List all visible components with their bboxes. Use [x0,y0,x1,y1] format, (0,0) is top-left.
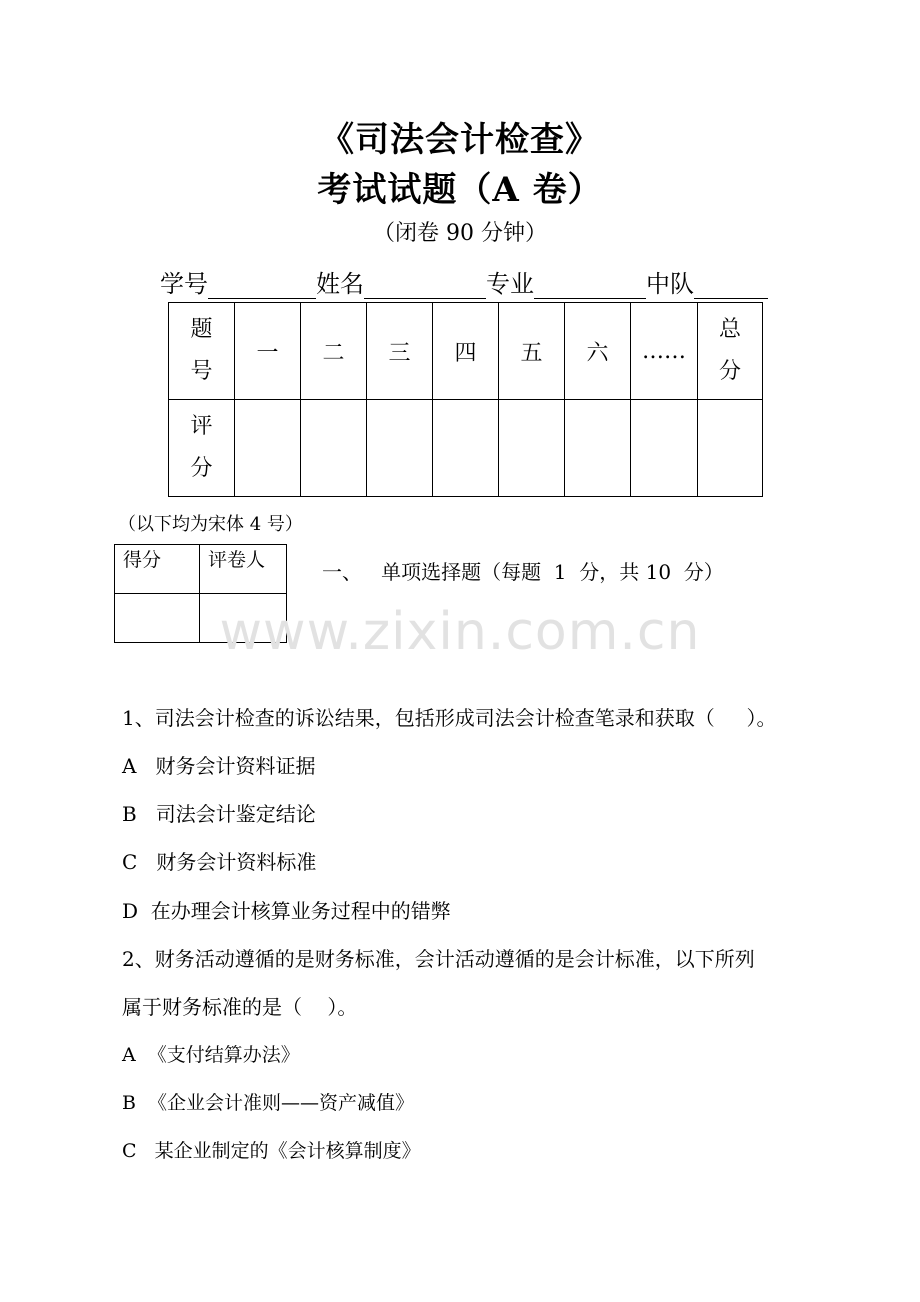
question-2-option-c: C 某企业制定的《会计核算制度》 [122,1140,421,1162]
student-id-blank[interactable] [208,272,316,299]
question-1-option-a: A 财务会计资料证据 [122,754,316,778]
major-blank[interactable] [534,272,646,299]
grade-cell-5[interactable] [499,400,565,497]
squad-blank[interactable] [694,272,768,299]
section-title: 单项选择题（每题 1 分，共 10 分） [381,560,724,584]
student-info-line [160,264,768,299]
grade-cell-more[interactable] [631,400,698,497]
major-label: 专业 [486,270,534,298]
score-table [168,302,763,497]
score-col-2: 二 [301,303,367,400]
font-note: （以下均为宋体 4 号） [118,514,303,535]
squad-label: 中队 [646,270,694,298]
score-col-1: 一 [235,303,301,400]
grading-row-label: 评分 [169,400,235,497]
score-col-5: 五 [499,303,565,400]
question-1-option-c: C 财务会计资料标准 [122,850,317,874]
score-col-6: 六 [565,303,631,400]
student-id-label: 学号 [160,270,208,298]
question-2-option-b: B 《企业会计准则——资产减值》 [122,1092,415,1114]
question-1-option-d: D 在办理会计核算业务过程中的错弊 [122,899,451,923]
exam-subtitle: 考试试题（A 卷） [317,170,603,210]
question-1-option-b: B 司法会计鉴定结论 [122,802,316,826]
grade-cell-2[interactable] [301,400,367,497]
watermark: www.zixin.com.cn [219,602,701,662]
question-2-option-a: A 《支付结算办法》 [122,1044,300,1066]
score-col-3: 三 [367,303,433,400]
name-label: 姓名 [316,270,364,298]
grade-cell-total[interactable] [698,400,763,497]
question-2-stem-line-2: 属于财务标准的是（ ）。 [122,995,358,1019]
question-number-label: 题号 [169,303,235,400]
grade-cell-6[interactable] [565,400,631,497]
section-number: 一、 [322,560,362,584]
grader-label: 评卷人 [200,545,287,594]
total-score-label: 总分 [698,303,763,400]
question-2-stem-line-1: 2、财务活动遵循的是财务标准，会计活动遵循的是会计标准，以下所列 [122,947,755,971]
score-col-more: …… [631,303,698,400]
exam-title: 《司法会计检查》 [320,120,600,160]
score-col-4: 四 [433,303,499,400]
section-heading [322,556,724,585]
grade-cell-1[interactable] [235,400,301,497]
question-1-stem: 1、司法会计检查的诉讼结果，包括形成司法会计检查笔录和获取（ ）。 [122,706,777,730]
name-blank[interactable] [364,272,486,299]
grade-cell-4[interactable] [433,400,499,497]
score-label: 得分 [115,545,200,594]
grade-cell-3[interactable] [367,400,433,497]
exam-duration: （闭卷 90 分钟） [373,221,547,246]
